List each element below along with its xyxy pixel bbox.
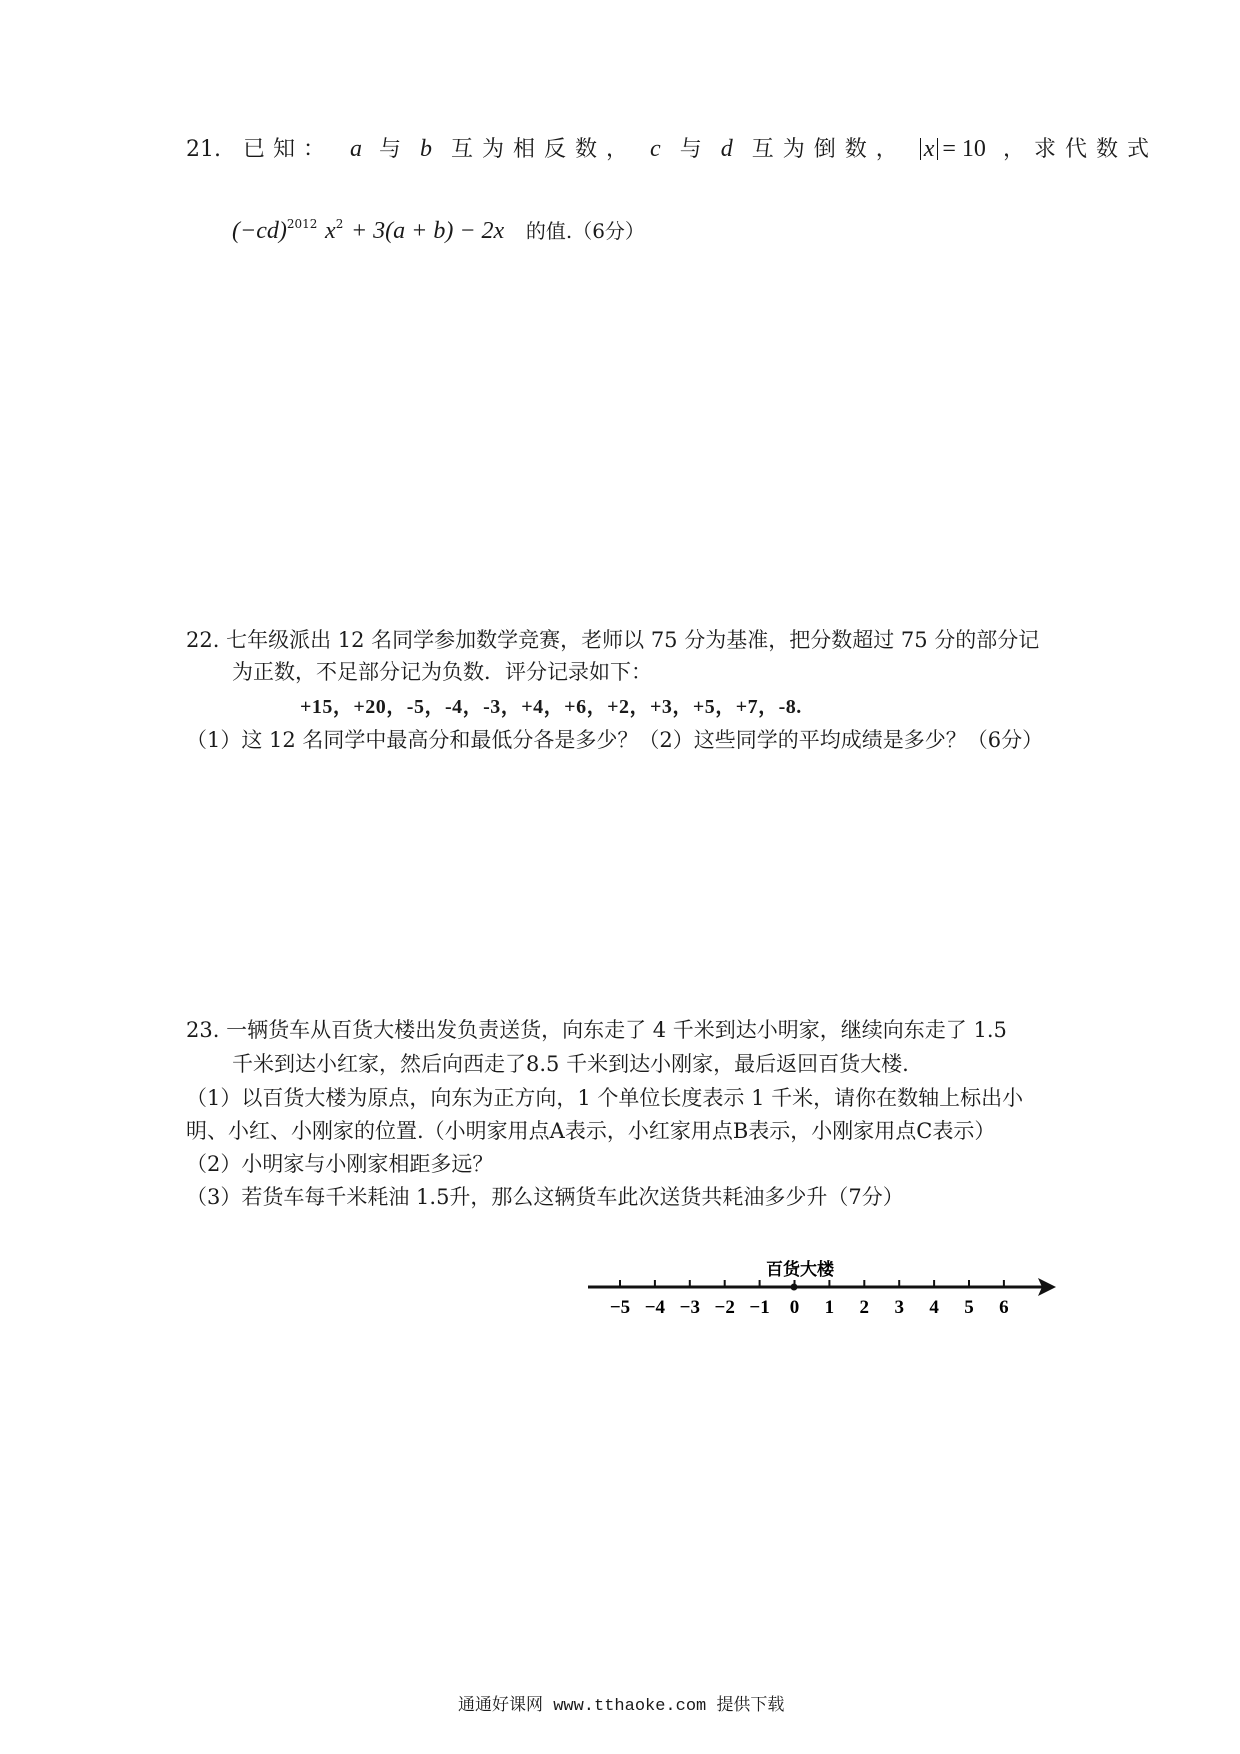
expr-x: x bbox=[325, 218, 336, 244]
tick-label: −2 bbox=[714, 1297, 735, 1318]
tick-label: 4 bbox=[929, 1297, 939, 1318]
question-22-line-1: 22. 七年级派出 12 名同学参加数学竞赛，老师以 75 分为基准，把分数超过 75 分的部分记 bbox=[186, 628, 1040, 652]
q21-text: 互为倒数， bbox=[751, 137, 907, 162]
tick-label: 2 bbox=[859, 1297, 870, 1318]
q21-text: 与 bbox=[379, 137, 402, 162]
var-a: a bbox=[350, 136, 363, 162]
question-23-line-6: （3）若货车每千米耗油 1.5升，那么这辆货车此次送货共耗油多少升（7分） bbox=[186, 1185, 904, 1209]
question-23-line-1: 23. 一辆货车从百货大楼出发负责送货，向东走了 4 千米到达小明家，继续向东走了 1.5 bbox=[186, 1018, 1007, 1042]
tick-label: −3 bbox=[679, 1297, 700, 1318]
question-21-expression bbox=[232, 215, 645, 245]
expr-rest: + 3(a + b) − 2x bbox=[350, 218, 505, 244]
q21-text: ，求代数式 bbox=[1002, 137, 1158, 162]
var-c: c bbox=[650, 136, 661, 162]
number-line bbox=[580, 1245, 1060, 1345]
footer-suffix: 提供下载 bbox=[716, 1695, 785, 1715]
tick-label: −4 bbox=[644, 1297, 666, 1318]
abs-value-x: x bbox=[920, 138, 939, 160]
var-d: d bbox=[720, 136, 733, 162]
tick-label: −5 bbox=[609, 1297, 631, 1318]
footer-site-name: 通通好课网 bbox=[458, 1695, 543, 1715]
tick-label: 1 bbox=[824, 1297, 835, 1318]
question-22-line-2: 为正数，不足部分记为负数．评分记录如下： bbox=[232, 660, 652, 684]
tick-label: 0 bbox=[789, 1297, 800, 1318]
footer-url[interactable]: www.tthaoke.com bbox=[553, 1697, 707, 1716]
question-23-line-5: （2）小明家与小刚家相距多远？ bbox=[186, 1152, 494, 1176]
q21-text: 已知： bbox=[243, 137, 334, 162]
tick-label: 6 bbox=[999, 1297, 1009, 1318]
question-23-line-3: （1）以百货大楼为原点，向东为正方向，1 个单位长度表示 1 千米，请你在数轴上标出小 bbox=[186, 1086, 1024, 1110]
question-23-line-2: 千米到达小红家，然后向西走了8.5 千米到达小刚家，最后返回百货大楼. bbox=[232, 1052, 909, 1076]
score-record: +15，+20，-5，-4，-3，+4，+6，+2，+3，+5，+7，-8. bbox=[300, 696, 802, 718]
tick-label: 5 bbox=[964, 1297, 974, 1318]
question-22-line-4: （1）这 12 名同学中最高分和最低分各是多少？（2）这些同学的平均成绩是多少？（6分） bbox=[186, 728, 1044, 752]
q21-tail: 的值.（6分） bbox=[525, 219, 645, 243]
q21-text: 互为相反数， bbox=[451, 137, 638, 162]
footer bbox=[458, 1690, 784, 1716]
question-23-line-4: 明、小红、小刚家的位置.（小明家用点A表示，小红家用点B表示，小刚家用点C表示） bbox=[186, 1119, 996, 1143]
question-number: 21. bbox=[186, 137, 221, 162]
origin-label: 百货大楼 bbox=[766, 1260, 834, 1280]
tick-label: −1 bbox=[749, 1297, 770, 1318]
exponent-2: 2 bbox=[335, 217, 344, 231]
q21-text: 与 bbox=[679, 137, 702, 162]
var-b: b bbox=[420, 136, 433, 162]
question-21-line-1 bbox=[186, 132, 1158, 163]
expr-base: (−cd) bbox=[232, 218, 287, 244]
abs-rhs: = 10 bbox=[942, 136, 986, 162]
tick-label: 3 bbox=[894, 1297, 904, 1318]
exponent-2012: 2012 bbox=[286, 217, 318, 231]
